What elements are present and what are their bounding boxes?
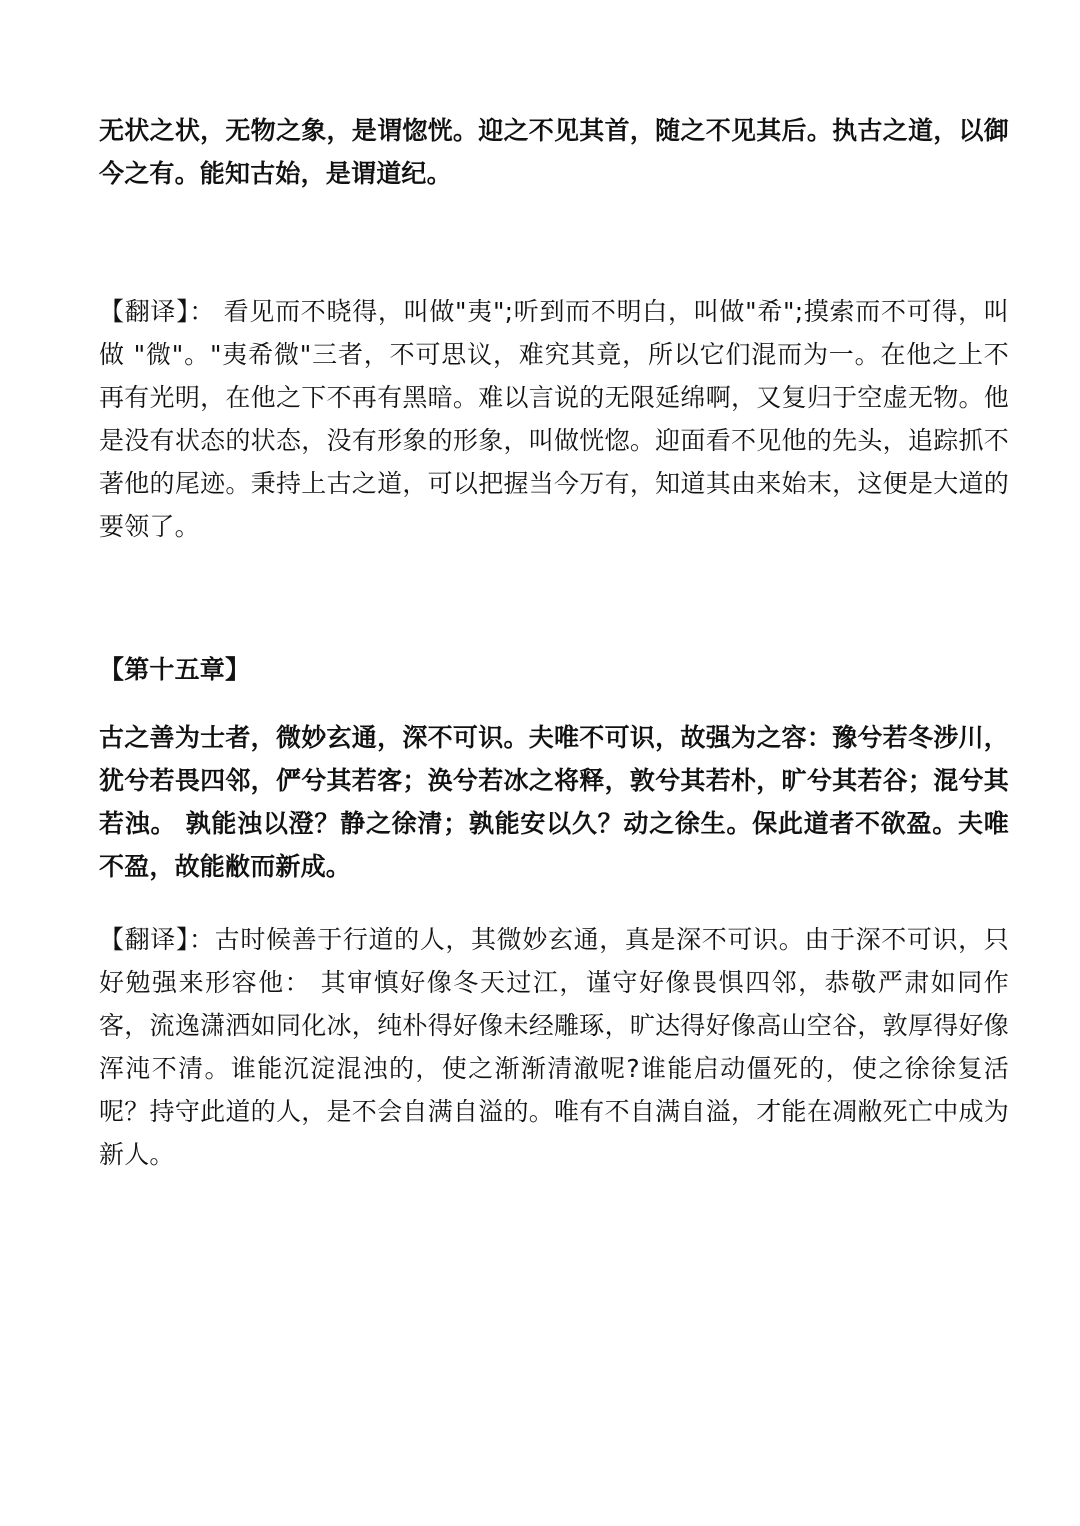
chapter15-translation-text: 【翻译】：古时候善于行道的人，其微妙玄通，真是深不可识。由于深不可识，只好勉强来形容他： 其审慎好像冬天过江，谨守好像畏惧四邻，恭敬严肃如同作客，流逸潇洒如同化冰，纯朴得好像未经雕琢，旷达得好像高山空谷，敦厚得好像浑沌不清。谁能沉淀混浊的，使之渐渐清澈呢?谁能启动僵死的，使之徐徐复活呢？持守此道的人，是不会自满自溢的。唯有不自满自溢，才能在凋敝死亡中成为新人。 bbox=[99, 925, 1009, 1169]
chapter14-translation-text: 【翻译】： 看见而不晓得，叫做"夷";听到而不明白，叫做"希";摸索而不可得，叫做 "微"。"夷希微"三者，不可思议，难究其竟，所以它们混而为一。在他之上不再有光明，在他之下不再有黑暗。难以言说的无限延绵啊，又复归于空虚无物。他是没有状态的状态，没有形象的形象，叫做恍惚。迎面看不见他的先头，追踪抓不著他的尾迹。秉持上古之道，可以把握当今万有，知道其由来始末，这便是大道的要领了。 bbox=[99, 297, 1009, 541]
chapter14-original-text: 无状之状，无物之象，是谓惚恍。迎之不见其首，随之不见其后。执古之道，以御今之有。能知古始，是谓道纪。 bbox=[99, 116, 1009, 188]
chapter15-heading: 【第十五章】 bbox=[99, 655, 251, 684]
chapter15-original-text: 古之善为士者，微妙玄通，深不可识。夫唯不可识，故强为之容：豫兮若冬涉川，犹兮若畏四邻，俨兮其若客；涣兮若冰之将释，敦兮其若朴，旷兮其若谷；混兮其若浊。 孰能浊以澄？静之徐清；孰能安以久？动之徐生。保此道者不欲盈。夫唯不盈，故能敝而新成。 bbox=[99, 723, 1009, 881]
